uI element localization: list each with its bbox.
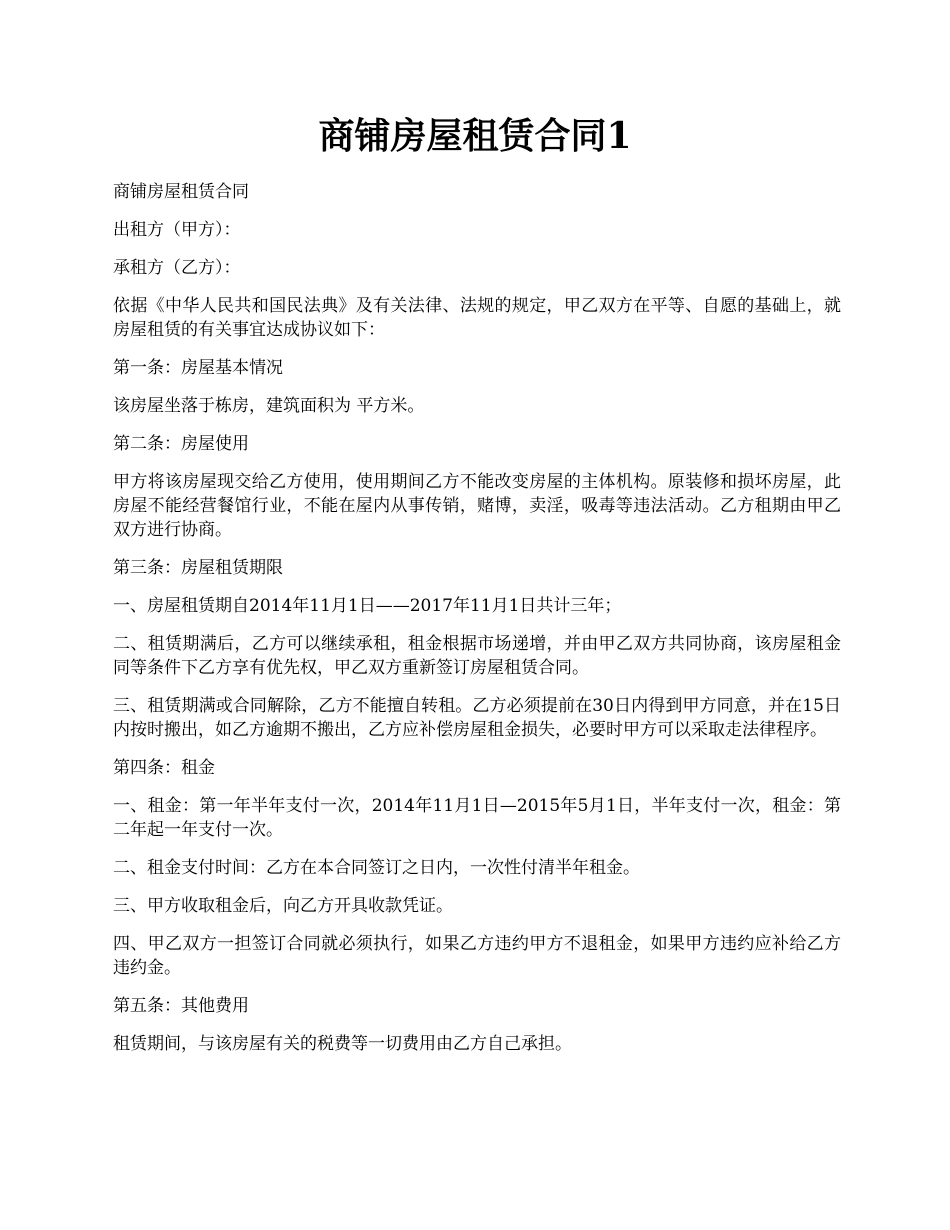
article-4-heading: 第四条：租金 — [113, 758, 215, 778]
article-3-heading: 第三条：房屋租赁期限 — [113, 558, 283, 578]
article-3-clause-1: 一、房屋租赁期自2014年11月1日——2017年11月1日共计三年； — [113, 596, 622, 616]
document-title: 商铺房屋租赁合同1 — [318, 115, 632, 157]
article-4-clause-3: 三、甲方收取租金后，向乙方开具收款凭证。 — [113, 896, 453, 916]
article-4-clause-1: 一、租金：第一年半年支付一次，2014年11月1日—2015年5月1日，半年支付一次，租金：第二年起一年支付一次。 — [113, 796, 841, 840]
article-5-text: 租赁期间，与该房屋有关的税费等一切费用由乙方自己承担。 — [113, 1034, 572, 1054]
article-1-heading: 第一条：房屋基本情况 — [113, 358, 283, 378]
article-5-heading: 第五条：其他费用 — [113, 996, 249, 1016]
lessee-line: 承租方（乙方）： — [113, 258, 241, 278]
article-4-clause-4: 四、甲乙双方一担签订合同就必须执行，如果乙方违约甲方不退租金，如果甲方违约应补给乙方违约金。 — [113, 934, 841, 978]
article-3-clause-2: 二、租赁期满后，乙方可以继续承租，租金根据市场递增，并由甲乙双方共同协商，该房屋租金同等条件下乙方享有优先权，甲乙双方重新签订房屋租赁合同。 — [113, 634, 841, 678]
article-2-text: 甲方将该房屋现交给乙方使用，使用期间乙方不能改变房屋的主体机构。原装修和损坏房屋，此房屋不能经营餐馆行业，不能在屋内从事传销，赌博，卖淫，吸毒等违法活动。乙方租期由甲乙双方进行协商。 — [113, 472, 841, 540]
document-body — [113, 180, 841, 1070]
lessor-line: 出租方（甲方）： — [113, 220, 241, 240]
contract-heading: 商铺房屋租赁合同 — [113, 182, 249, 202]
preamble-paragraph: 依据《中华人民共和国民法典》及有关法律、法规的规定，甲乙双方在平等、自愿的基础上，就房屋租赁的有关事宜达成协议如下： — [113, 296, 841, 340]
article-3-clause-3: 三、租赁期满或合同解除，乙方不能擅自转租。乙方必须提前在30日内得到甲方同意，并在15日内按时搬出，如乙方逾期不搬出，乙方应补偿房屋租金损失，必要时甲方可以采取走法律程序。 — [113, 696, 841, 740]
article-2-heading: 第二条：房屋使用 — [113, 434, 249, 454]
article-4-clause-2: 二、租金支付时间：乙方在本合同签订之日内，一次性付清半年租金。 — [113, 858, 640, 878]
article-1-text: 该房屋坐落于栋房，建筑面积为 平方米。 — [113, 396, 425, 416]
